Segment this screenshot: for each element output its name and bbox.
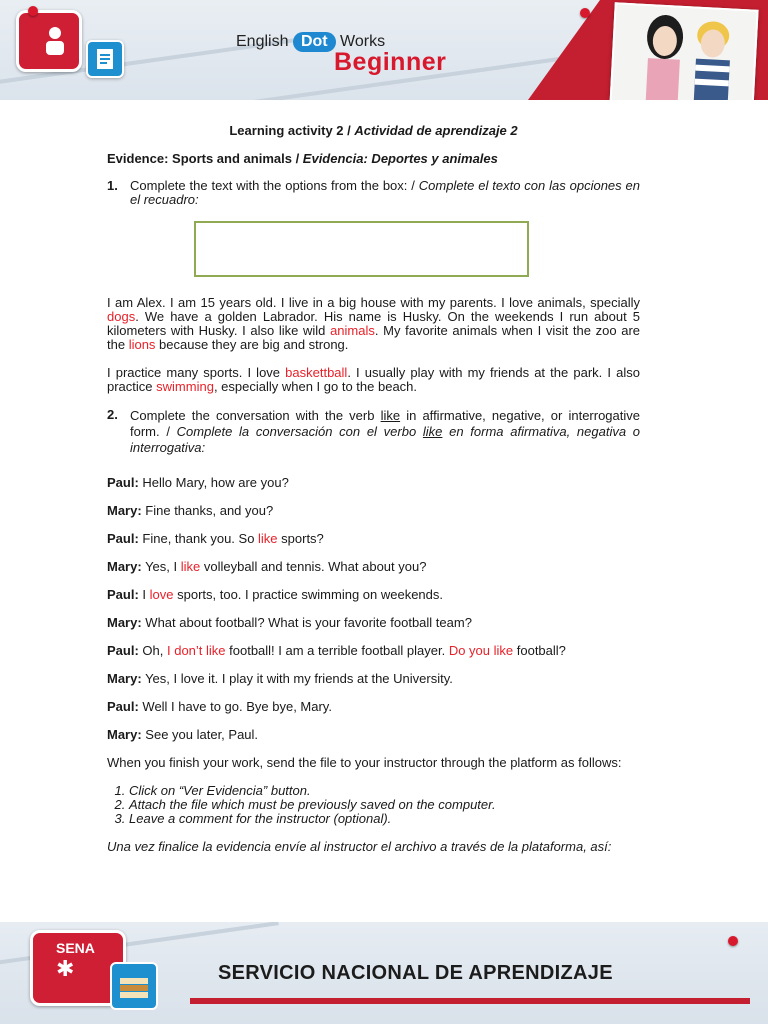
submission-steps (107, 784, 640, 826)
footer-red-bar (190, 998, 750, 1004)
students-photo (609, 2, 758, 100)
conversation-line: Paul: Well I have to go. Bye bye, Mary. (107, 699, 332, 714)
pin-icon (28, 6, 38, 16)
paragraph-alex: I am Alex. I am 15 years old. I live in a big house with my parents. I love animals, specially dogs. We have a golden Labrador. His name is Husky. On the weekends I run about 5 kilometers with Husky. I also like wild animals. My favorite animals when I visit the zoo are the lions because they are big and strong. (107, 295, 641, 352)
chat-bubble-icon (16, 10, 82, 72)
options-box (194, 221, 529, 277)
step-item: 1. Click on “Ver Evidencia” button. (129, 784, 640, 798)
conversation-line: Paul: I love sports, too. I practice swimming on weekends. (107, 587, 444, 602)
pin-icon (580, 8, 590, 18)
document-icon (86, 40, 124, 78)
activity-title: Learning activity 2 / Actividad de aprendizaje 2 (229, 123, 518, 138)
books-icon (110, 962, 158, 1010)
conversation-line: Mary: Yes, I like volleyball and tennis. What about you? (107, 559, 427, 574)
conversation-line: Mary: Fine thanks, and you? (107, 503, 274, 518)
students-illustration-icon (611, 4, 756, 100)
conversation-line: Paul: Oh, I don’t like football! I am a terrible football player. Do you like football? (107, 643, 566, 658)
page-footer (0, 922, 768, 1024)
evidence-title: Evidence: Sports and animals / Evidencia: Deportes y animales (107, 151, 498, 166)
instruction-1: 1. Complete the text with the options from the box: / Complete el texto con las opciones en el recuadro: (107, 178, 640, 207)
page-header (0, 0, 768, 100)
paragraph-sports: I practice many sports. I love baskettball. I usually play with my friends at the park. I also practice swimming, especially when I go to the beach. (107, 365, 640, 394)
finish-instructions: When you finish your work, send the file to your instructor through the platform as follows: (107, 755, 622, 770)
instruction-2: 2. Complete the conversation with the verb like in affirmative, negative, or interrogative form. / Complete la conversación con el verbo like en forma afirmativa, negativa o interrogativa: (107, 407, 640, 455)
user-icon (19, 13, 79, 69)
sena-label: SENA (56, 940, 95, 956)
conversation (107, 476, 640, 742)
conversation-line: Paul: Fine, thank you. So like sports? (107, 531, 324, 546)
brand-dot: Dot (293, 32, 336, 52)
footer-title: SERVICIO NACIONAL DE APRENDIZAJE (218, 962, 613, 984)
conversation-line: Paul: Hello Mary, how are you? (107, 475, 289, 490)
pin-icon (728, 936, 738, 946)
conversation-line: Mary: What about football? What is your favorite football team? (107, 615, 472, 630)
spanish-note: Una vez finalice la evidencia envíe al instructor el archivo a través de la plataforma, así: (107, 839, 612, 854)
brand-works: Works (340, 33, 386, 50)
document-body (107, 118, 640, 868)
step-item: 3. Leave a comment for the instructor (optional). (129, 812, 640, 826)
brand-english: English (236, 33, 289, 50)
conversation-line: Mary: See you later, Paul. (107, 727, 259, 742)
level-title: Beginner (334, 48, 447, 76)
sena-person-icon: ✱ (56, 956, 75, 981)
step-item: 2. Attach the file which must be previously saved on the computer. (129, 798, 640, 812)
conversation-line: Mary: Yes, I love it. I play it with my friends at the University. (107, 671, 453, 686)
